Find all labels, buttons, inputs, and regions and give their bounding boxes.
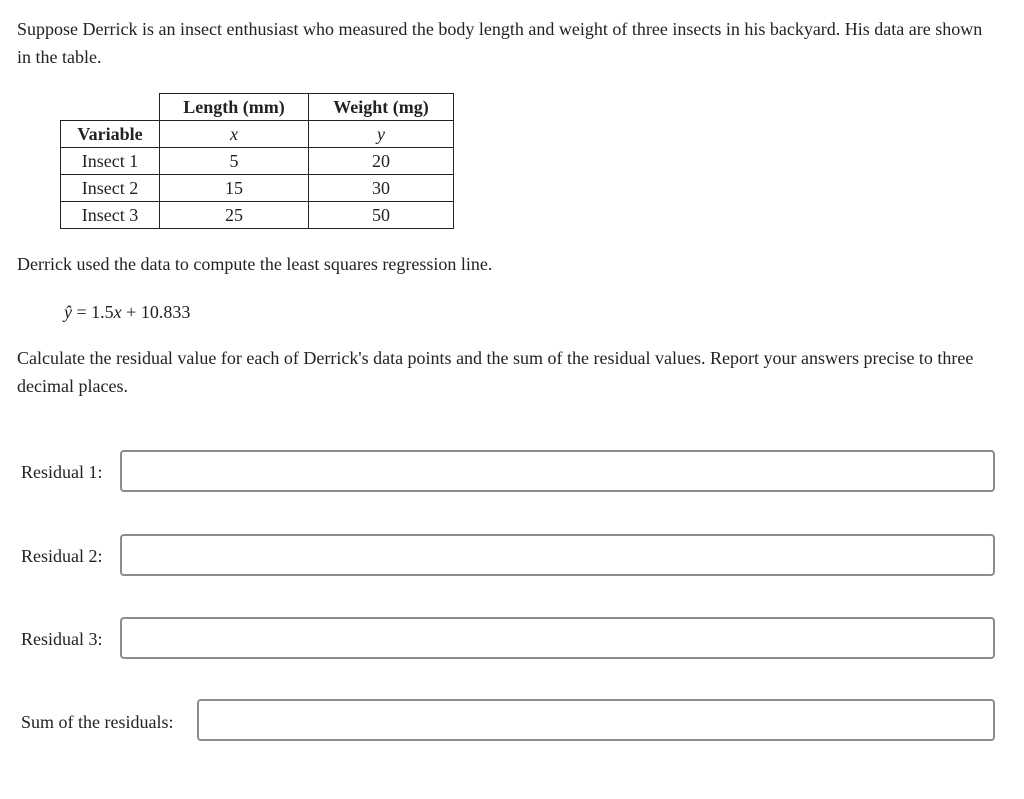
residual-3-input[interactable] xyxy=(120,617,995,659)
row-length: 25 xyxy=(160,202,309,229)
data-table xyxy=(60,93,454,229)
sum-residuals-input[interactable] xyxy=(197,699,995,741)
row-label: Insect 3 xyxy=(61,202,160,229)
row-length: 5 xyxy=(160,148,309,175)
table-row xyxy=(61,148,454,175)
row-label: Insect 1 xyxy=(61,148,160,175)
header-length: Length (mm) xyxy=(160,94,309,121)
residual-2-label: Residual 2: xyxy=(21,546,103,566)
row-weight: 20 xyxy=(309,148,454,175)
row-label: Insect 2 xyxy=(61,175,160,202)
regression-equation: ŷ = 1.5x + 10.833 xyxy=(64,302,191,322)
table-row xyxy=(61,175,454,202)
residual-3-label: Residual 3: xyxy=(21,629,103,649)
row-weight: 30 xyxy=(309,175,454,202)
equation-coef: 1.5 xyxy=(91,302,114,322)
equation-var: x xyxy=(113,302,122,322)
equation-lhs: ŷ xyxy=(64,302,72,322)
equation-intercept: 10.833 xyxy=(140,302,191,322)
sum-residuals-label: Sum of the residuals: xyxy=(21,712,174,732)
residual-1-label: Residual 1: xyxy=(21,462,103,482)
instructions-text: Calculate the residual value for each of Derrick's data points and the sum of the residual values. Report your answers precise to three decimal places. xyxy=(17,348,974,396)
row-weight: 50 xyxy=(309,202,454,229)
variable-x: x xyxy=(160,121,309,148)
residual-2-input[interactable] xyxy=(120,534,995,576)
table-row xyxy=(61,202,454,229)
regression-text: Derrick used the data to compute the least squares regression line. xyxy=(17,254,493,274)
intro-text: Suppose Derrick is an insect enthusiast who measured the body length and weight of three insects in his backyard. His data are shown in the table. xyxy=(17,19,983,67)
variable-label: Variable xyxy=(61,121,160,148)
variable-y: y xyxy=(309,121,454,148)
table-variable-row xyxy=(61,121,454,148)
header-weight: Weight (mg) xyxy=(309,94,454,121)
row-length: 15 xyxy=(160,175,309,202)
table-header-row xyxy=(61,94,454,121)
residual-1-input[interactable] xyxy=(120,450,995,492)
table-corner-cell xyxy=(61,94,160,121)
